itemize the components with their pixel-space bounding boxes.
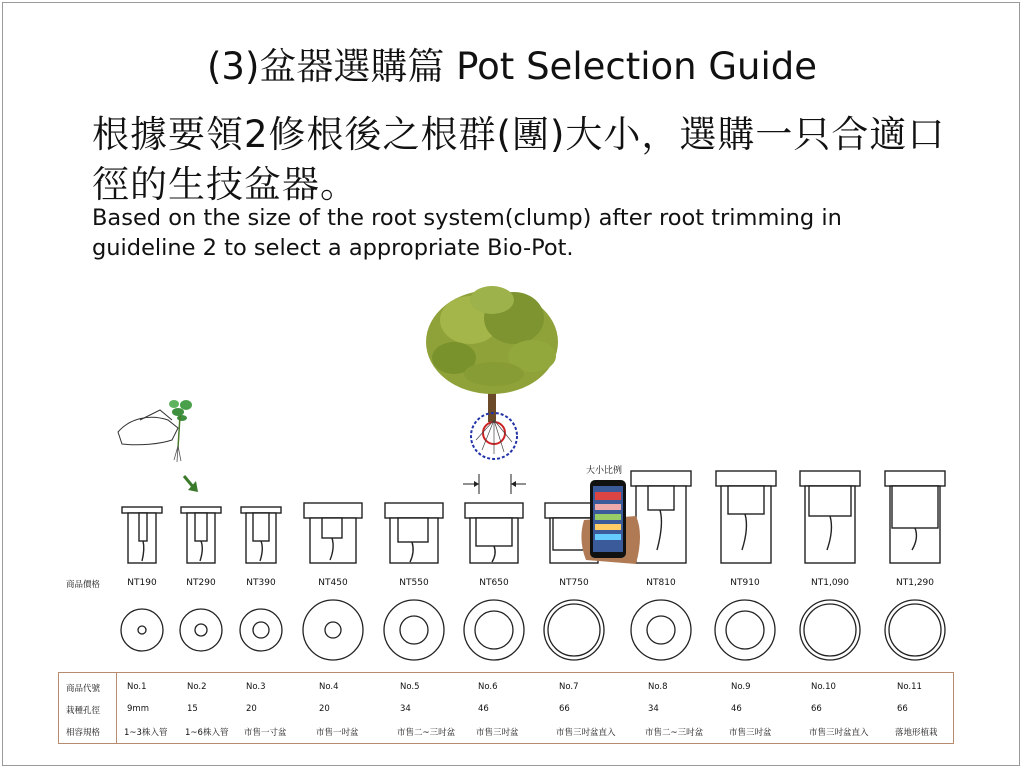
intro-chinese: 根據要領2修根後之根群(團)大小，選購一只合適口徑的生技盆器。 bbox=[92, 113, 946, 206]
hole-cell: 46 bbox=[478, 704, 489, 714]
top-view-rings bbox=[121, 600, 945, 660]
pot-1-icon bbox=[122, 507, 162, 563]
tree-icon bbox=[426, 286, 558, 422]
ring-11-icon bbox=[885, 600, 945, 660]
pot-8-icon bbox=[631, 471, 691, 563]
code-row-label: 商品代號 bbox=[66, 684, 101, 694]
code-cell: No.9 bbox=[731, 682, 751, 692]
hole-cell: 34 bbox=[648, 704, 659, 714]
pot-3-icon bbox=[241, 507, 281, 563]
price-3: NT390 bbox=[246, 578, 276, 588]
price-6: NT650 bbox=[479, 578, 509, 588]
hole-cell: 9mm bbox=[127, 704, 149, 714]
pot-10-icon bbox=[800, 471, 860, 563]
width-indicator-icon bbox=[463, 474, 526, 494]
spec-cell: 市售三吋盆直入 bbox=[556, 728, 616, 738]
price-7: NT750 bbox=[559, 578, 589, 588]
hole-cell: 66 bbox=[811, 704, 822, 714]
pot-11-icon bbox=[885, 471, 945, 563]
spec-row-label: 相容規格 bbox=[66, 728, 101, 738]
price-5: NT550 bbox=[399, 578, 429, 588]
code-cell: No.10 bbox=[811, 682, 836, 692]
pot-9-icon bbox=[716, 471, 776, 563]
hole-cell: 46 bbox=[731, 704, 742, 714]
pot-6-icon bbox=[465, 503, 523, 563]
price-1: NT190 bbox=[127, 578, 157, 588]
spec-cell: 市售三吋盆 bbox=[729, 728, 772, 738]
code-cell: No.2 bbox=[187, 682, 207, 692]
code-cell: No.8 bbox=[648, 682, 668, 692]
spec-cell: 市售三吋盆 bbox=[476, 728, 519, 738]
hand-seedling-icon bbox=[118, 400, 192, 462]
ring-9-icon bbox=[715, 600, 775, 660]
hole-cell: 66 bbox=[559, 704, 570, 714]
spec-cell: 市售二~三吋盆 bbox=[645, 728, 704, 738]
code-cell: No.4 bbox=[319, 682, 339, 692]
ring-2-icon bbox=[180, 609, 222, 651]
scale-note: 大小比例 bbox=[586, 466, 623, 476]
price-8: NT810 bbox=[646, 578, 676, 588]
pot-2-icon bbox=[181, 507, 221, 563]
intro-english: Based on the size of the root system(clump) after root trimming in guideline 2 to select a appropriate Bio-Pot. bbox=[92, 205, 842, 261]
ring-8-icon bbox=[631, 600, 691, 660]
pots-row bbox=[122, 471, 945, 563]
price-row-label: 商品價格 bbox=[66, 580, 101, 590]
code-cell: No.1 bbox=[127, 682, 147, 692]
price-9: NT910 bbox=[730, 578, 760, 588]
price-11: NT1,290 bbox=[896, 578, 934, 588]
code-cell: No.7 bbox=[559, 682, 579, 692]
code-cell: No.3 bbox=[246, 682, 266, 692]
ring-6-icon bbox=[464, 600, 524, 660]
spec-cell: 市售一吋盆 bbox=[316, 728, 359, 738]
spec-cell: 市售二~三吋盆 bbox=[397, 728, 456, 738]
price-4: NT450 bbox=[318, 578, 348, 588]
hole-cell: 34 bbox=[400, 704, 411, 714]
spec-cell: 1~6株入管 bbox=[185, 728, 229, 738]
spec-cell: 市售一寸盆 bbox=[244, 728, 287, 738]
hole-cell: 20 bbox=[246, 704, 257, 714]
hole-cell: 20 bbox=[319, 704, 330, 714]
ring-3-icon bbox=[240, 609, 282, 651]
ring-1-icon bbox=[121, 609, 163, 651]
code-cell: No.6 bbox=[478, 682, 498, 692]
pot-4-icon bbox=[304, 503, 362, 563]
spec-cell: 市售三吋盆直入 bbox=[809, 728, 869, 738]
spec-cell: 1~3株入管 bbox=[124, 728, 168, 738]
ring-10-icon bbox=[800, 600, 860, 660]
ring-5-icon bbox=[384, 600, 444, 660]
down-arrow-icon bbox=[184, 476, 198, 492]
table-divider bbox=[116, 672, 117, 744]
hole-cell: 15 bbox=[187, 704, 198, 714]
pot-5-icon bbox=[385, 503, 443, 563]
code-cell: No.11 bbox=[897, 682, 922, 692]
ring-4-icon bbox=[303, 600, 363, 660]
price-2: NT290 bbox=[186, 578, 216, 588]
phone-scale-icon bbox=[581, 480, 640, 564]
hole-row-label: 栽種孔徑 bbox=[66, 706, 101, 716]
slide-title: (3)盆器選購篇 Pot Selection Guide bbox=[207, 45, 817, 88]
price-10: NT1,090 bbox=[811, 578, 849, 588]
code-cell: No.5 bbox=[400, 682, 420, 692]
spec-cell: 落地形植栽 bbox=[895, 728, 938, 738]
hole-cell: 66 bbox=[897, 704, 908, 714]
ring-7-icon bbox=[544, 600, 604, 660]
